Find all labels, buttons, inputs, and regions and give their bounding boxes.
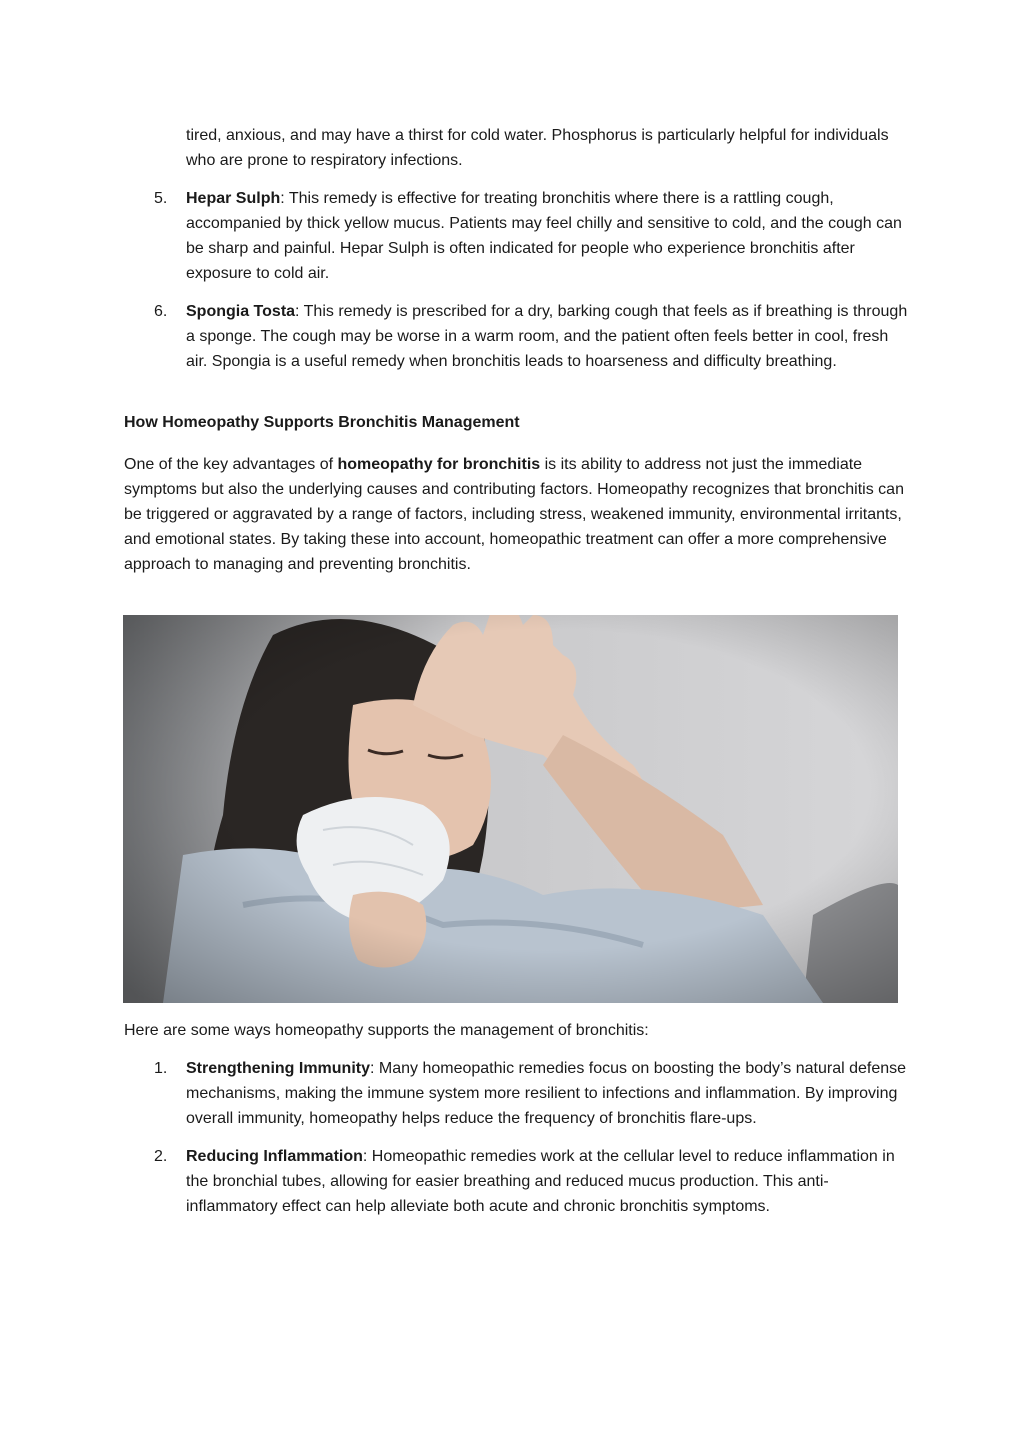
remedy-text: : This remedy is prescribed for a dry, barking cough that feels as if breathing is through a sponge. The cough may be worse in a warm room, and the patient often feels better in cool, fresh air. Spongia is a useful remedy when bronchitis leads to hoarseness and difficulty breathing. xyxy=(186,303,908,370)
support-text: : Many homeopathic remedies focus on boosting the body’s natural defense mechanisms, making the immune system more resilient to infections and inflammation. By improving overall immunity, homeopathy helps reduce the frequency of bronchitis flare-ups. xyxy=(186,1060,907,1127)
remedy-list xyxy=(124,186,914,387)
remedy-text: : This remedy is effective for treating bronchitis where there is a rattling cough, accompanied by thick yellow mucus. Patients may feel chilly and sensitive to cold, and the cough can be sharp and painful. Hepar Sulph is often indicated for people who experience bronchitis after exposure to cold air. xyxy=(186,190,902,282)
support-title: Reducing Inflammation xyxy=(186,1148,363,1165)
continuation-paragraph: tired, anxious, and may have a thirst for cold water. Phosphorus is particularly helpful for individuals who are prone to respiratory infections. xyxy=(186,127,889,169)
list-number: 1. xyxy=(154,1060,168,1077)
list-number: 5. xyxy=(154,190,168,207)
intro-text-start: One of the key advantages of xyxy=(124,456,338,473)
list-item xyxy=(124,186,914,286)
list-item xyxy=(124,1144,914,1219)
intro-text-end: is its ability to address not just the immediate symptoms but also the underlying causes and contributing factors. Homeopathy recognizes that bronchitis can be triggered or aggravated by a range of factors, including stress, weakened immunity, environmental irritants, and emotional states. By taking these into account, homeopathic treatment can offer a more comprehensive approach to managing and preventing bronchitis. xyxy=(124,456,904,573)
support-title: Strengthening Immunity xyxy=(186,1060,370,1077)
supports-list xyxy=(124,1056,914,1232)
intro-keyword: homeopathy for bronchitis xyxy=(337,456,541,473)
intro-paragraph xyxy=(124,452,904,577)
list-number: 2. xyxy=(154,1148,168,1165)
list-number: 6. xyxy=(154,303,168,320)
remedy-title: Spongia Tosta xyxy=(186,303,296,320)
woman-with-tissue-photo xyxy=(123,615,898,1003)
support-text: : Homeopathic remedies work at the cellular level to reduce inflammation in the bronchial tubes, allowing for easier breathing and reduced mucus production. This anti-inflammatory effect can help alleviate both acute and chronic bronchitis symptoms. xyxy=(186,1148,895,1215)
lead-in-paragraph: Here are some ways homeopathy supports the management of bronchitis: xyxy=(124,1022,649,1039)
remedy-title: Hepar Sulph xyxy=(186,190,281,207)
list-item xyxy=(124,299,914,374)
list-item xyxy=(124,1056,914,1131)
section-heading: How Homeopathy Supports Bronchitis Management xyxy=(124,414,520,431)
